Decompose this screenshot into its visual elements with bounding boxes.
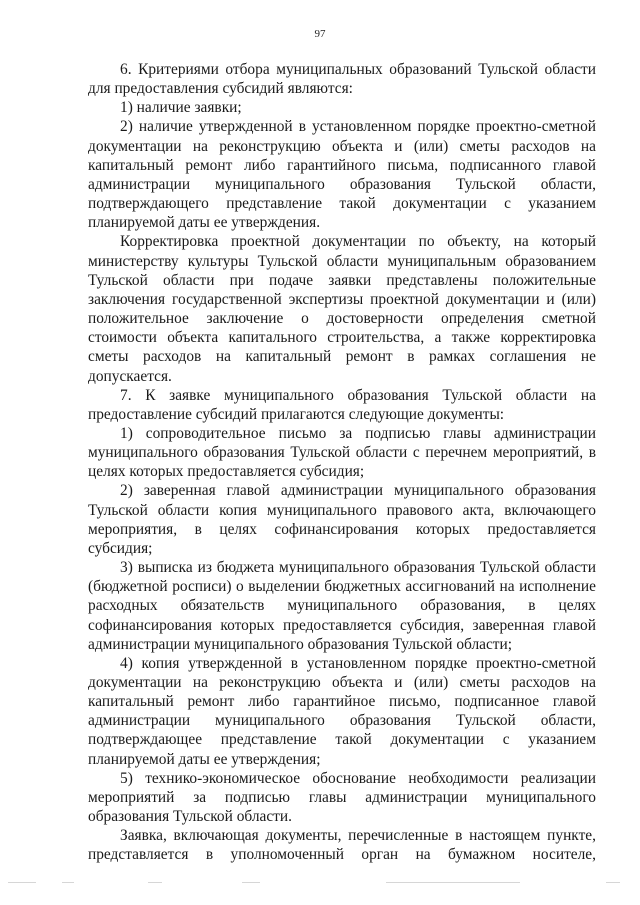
paragraph-criteria: 6. Критериями отбора муниципальных образований Тульской области для предоставления субсидий являются: [88, 61, 596, 98]
paragraph-attachment-item-4: 4) копия утвержденной в установленном порядке проектно-сметной документации на реконструкцию объекта и (или) сметы расходов на капитальный ремонт либо гарантийное письмо, подписанное главой администрации муниципального образования Тульской области, подтверждающее представление такой документации с указанием планируемой даты ее утверждения; [88, 654, 596, 768]
scan-noise-mark [386, 882, 520, 883]
page-number: 97 [314, 28, 326, 40]
paragraph-attachment-item-5: 5) технико-экономическое обоснование необходимости реализации мероприятий за подписью главы администрации муниципального образования Тульской области. [88, 769, 596, 826]
paragraph-correction: Корректировка проектной документации по объекту, на который министерству культуры Тульской области муниципальным образованием Тульской области при подаче заявки представлены положительные заключения государственной экспертизы проектной документации и (или) положительное заключение о достоверности определения сметной стоимости объекта капитального строительства, а также корректировка сметы расходов на капитальный ремонт в рамках соглашения не допускается. [88, 233, 596, 385]
scan-noise [0, 880, 640, 886]
document-body [88, 60, 596, 865]
paragraph-criteria-item-2: 2) наличие утвержденной в установленном порядке проектно-сметной документации на реконструкцию объекта и (или) сметы расходов на капитальный ремонт либо гарантийного письма, подписанного главой администрации муниципального образования Тульской области, подтверждающего представление такой документации с указанием планируемой даты ее утверждения. [88, 118, 596, 232]
paragraph-attachments: 7. К заявке муниципального образования Тульской области на предоставление субсидий прилагаются следующие документы: [88, 386, 596, 423]
paragraph-attachment-item-3: 3) выписка из бюджета муниципального образования Тульской области (бюджетной росписи) о выделении бюджетных ассигнований на исполнение расходных обязательств муниципального образования, в целях софинансирования которых предоставляется субсидия, заверенная главой администрации муниципального образования Тульской области; [88, 559, 596, 653]
paragraph-attachment-item-2: 2) заверенная главой администрации муниципального образования Тульской области копия муниципального правового акта, включающего мероприятия, в целях софинансирования которых предоставляется субсидия; [88, 482, 596, 557]
paragraph-attachment-item-1: 1) сопроводительное письмо за подписью главы администрации муниципального образования Тульской области с перечнем мероприятий, в целях которых предоставляется субсидия; [88, 424, 596, 481]
paragraph-criteria-item-1: 1) наличие заявки; [120, 99, 242, 117]
scan-noise-mark [242, 882, 260, 883]
scan-noise-mark [606, 882, 620, 883]
scan-noise-mark [8, 882, 36, 883]
scan-noise-mark [62, 882, 74, 883]
scan-noise-mark [148, 882, 162, 883]
paragraph-submission: Заявка, включающая документы, перечисленные в настоящем пункте, представляется в уполномоченный орган на бумажном носителе, [88, 827, 596, 864]
